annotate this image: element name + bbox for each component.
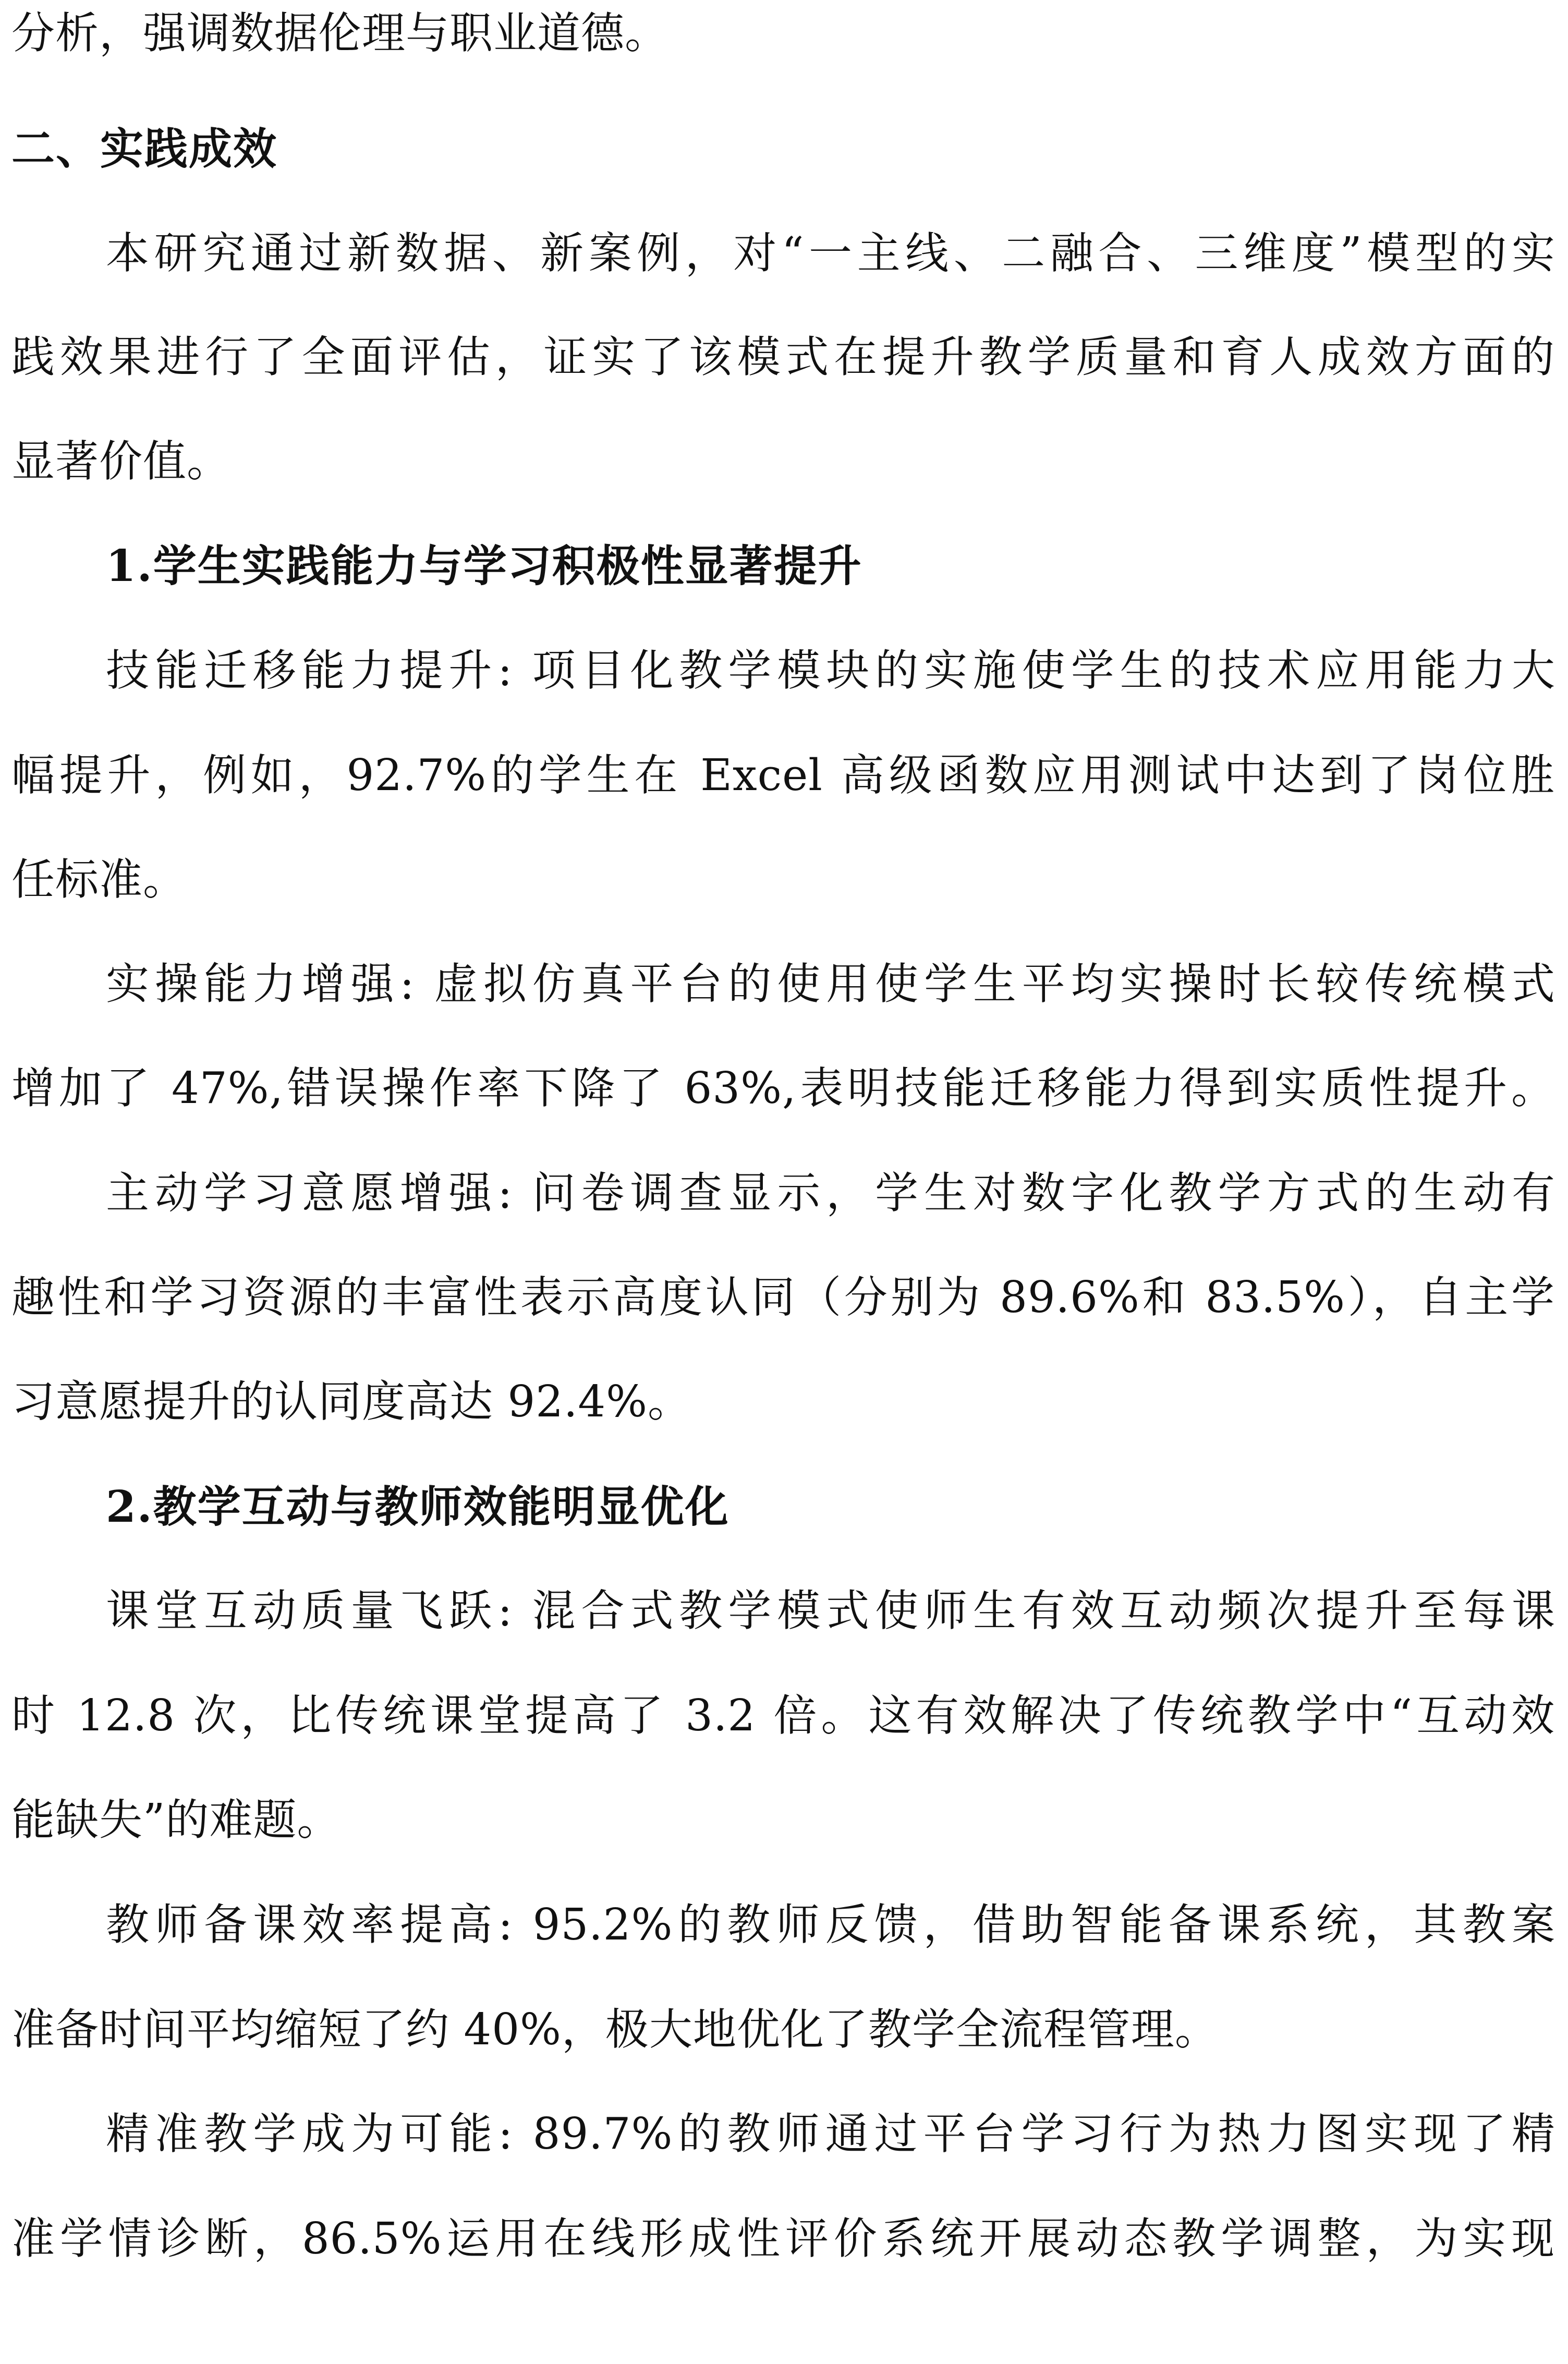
- paragraph-line: 技能迁移能力提升: 项目化教学模块的实施使学生的技术应用能力大: [106, 645, 1555, 696]
- paragraph-line: 显著价值。: [11, 436, 230, 487]
- paragraph-line: 课堂互动质量飞跃: 混合式教学模式使师生有效互动频次提升至每课: [106, 1585, 1555, 1636]
- subsection-heading: 1.学生实践能力与学习积极性显著提升: [106, 540, 862, 591]
- paragraph-line: 践效果进行了全面评估，证实了该模式在提升教学质量和育人成效方面的: [11, 332, 1555, 382]
- paragraph-line: 增加了 47%,错误操作率下降了 63%,表明技能迁移能力得到实质性提升。: [11, 1063, 1555, 1113]
- paragraph-line: 本研究通过新数据、新案例，对“一主线、二融合、三维度”模型的实: [106, 228, 1555, 278]
- paragraph-line: 教师备课效率提高: 95.2%的教师反馈，借助智能备课系统，其教案: [106, 1899, 1555, 1950]
- paragraph-line: 习意愿提升的认同度高达 92.4%。: [11, 1376, 692, 1427]
- paragraph-line: 准备时间平均缩短了约 40%，极大地优化了教学全流程管理。: [11, 2004, 1219, 2055]
- paragraph-line: 时 12.8 次，比传统课堂提高了 3.2 倍。这有效解决了传统教学中“互动效: [11, 1690, 1555, 1741]
- paragraph-line: 能缺失”的难题。: [11, 1795, 341, 1845]
- paragraph-line: 幅提升，例如，92.7%的学生在 Excel 高级函数应用测试中达到了岗位胜: [11, 750, 1555, 801]
- paragraph-line: 任标准。: [11, 854, 187, 905]
- paragraph-line: 主动学习意愿增强: 问卷调查显示，学生对数字化教学方式的生动有: [106, 1168, 1555, 1218]
- section-heading: 二、实践成效: [11, 123, 277, 174]
- paragraph-line: 精准教学成为可能: 89.7%的教师通过平台学习行为热力图实现了精: [106, 2108, 1555, 2159]
- paragraph-line: 准学情诊断，86.5%运用在线形成性评价系统开展动态教学调整，为实现: [11, 2213, 1555, 2264]
- paragraph-line: 实操能力增强: 虚拟仿真平台的使用使学生平均实操时长较传统模式: [106, 959, 1555, 1009]
- paragraph-line: 分析，强调数据伦理与职业道德。: [11, 8, 668, 58]
- paragraph-line: 趣性和学习资源的丰富性表示高度认同（分别为 89.6%和 83.5%），自主学: [11, 1272, 1555, 1323]
- subsection-heading: 2.教学互动与教师效能明显优化: [106, 1481, 730, 1532]
